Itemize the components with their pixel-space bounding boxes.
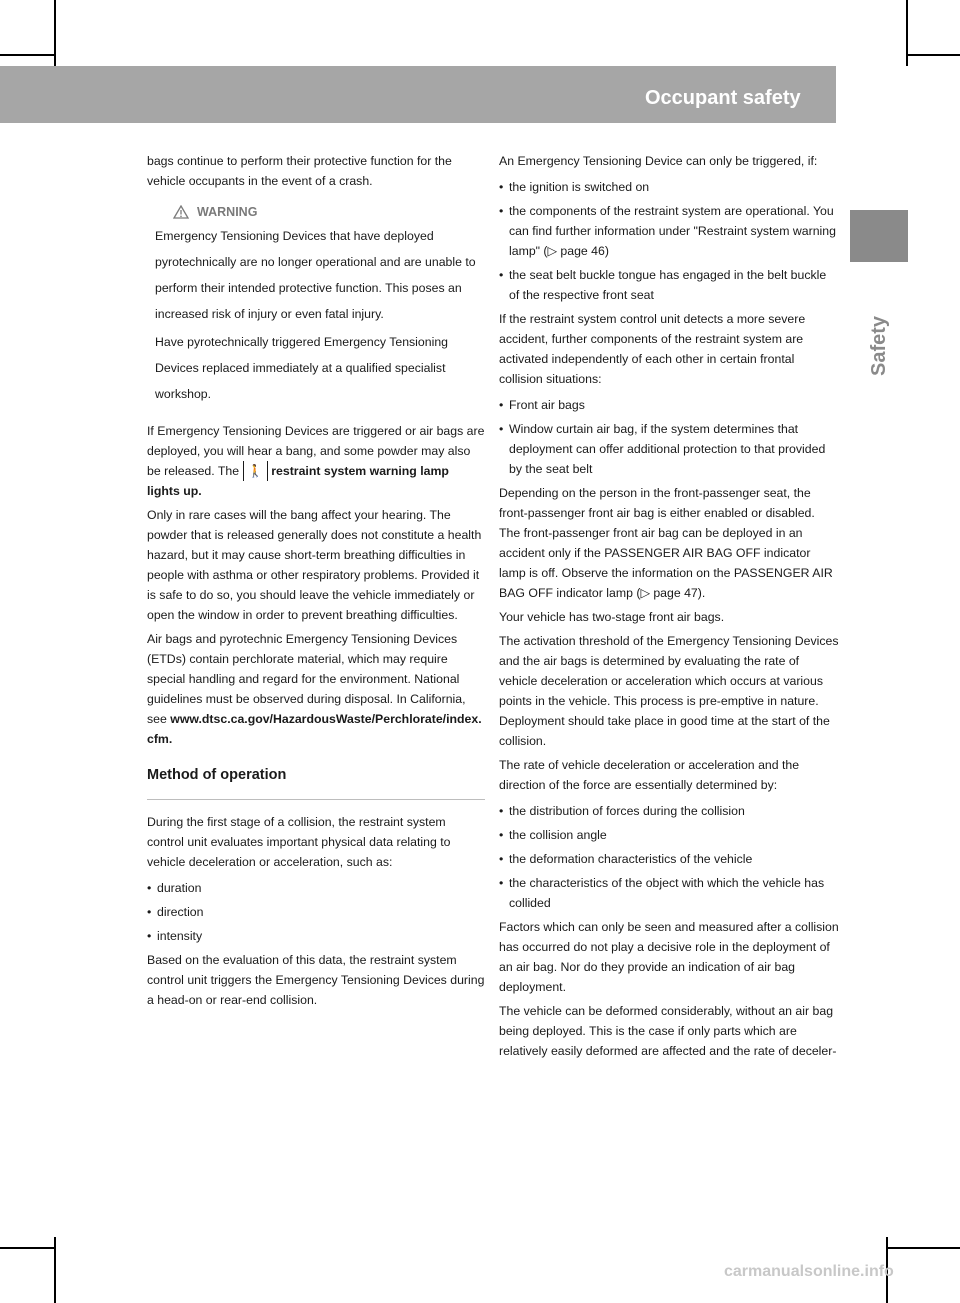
paragraph-text-bold: restraint system warning lamp lights up. [147,464,449,498]
paragraph [147,629,485,749]
warning-box [147,201,485,407]
bullet-list [499,177,839,305]
crop-mark [0,1247,54,1249]
bullet-list [499,395,839,479]
warning-text: Have pyrotechnically triggered Emergency Tensioning Devices replaced immediately at a qualified specialist workshop. [155,335,449,401]
paragraph: bags continue to perform their protective function for the vehicle occupants in the event of a crash. [147,154,452,188]
list-item: • Window curtain air bag, if the system determines that deployment can offer additional protection to that provided by the seat belt [499,419,839,479]
paragraph-text: If Emergency Tensioning Devices are triggered or air bags are deployed, you will hear a bang, and some powder may also be released. The [147,424,485,478]
warning-header [173,201,485,223]
warning-body [155,223,485,407]
crop-mark [906,0,908,66]
paragraph: An Emergency Tensioning Device can only be triggered, if: [499,154,818,168]
page-title: Occupant safety [645,87,801,109]
paragraph: If the restraint system control unit detects a more severe accident, further components of the restraint system are activated independently of each other in certain frontal collision situations: [499,312,806,386]
crop-mark [54,1237,56,1303]
warning-triangle-icon [173,205,189,219]
paragraph: Based on the evaluation of this data, the restraint system control unit triggers the Emergency Tensioning Devices during a head-on or rear-end collision. [147,953,485,1007]
crop-mark [888,1247,960,1249]
paragraph: Only in rare cases will the bang affect your hearing. The powder that is released generally does not constitute a health hazard, but it may cause short-term breathing difficulties in people with asthma or other respiratory problems. Provided it is safe to do so, you should leave the vehicle immediately or open the window in order to prevent breathing difficulties. [147,508,482,622]
crop-mark [54,0,56,66]
section-heading: Method of operation [147,767,287,783]
list-item: • intensity [147,926,485,946]
list-item: • the distribution of forces during the collision [499,801,839,821]
side-tab-label: Safety [868,315,890,376]
bullet-list [499,801,839,913]
paragraph: The activation threshold of the Emergency Tensioning Devices and the air bags is determined by evaluating the rate of vehicle deceleration or acceleration which occurs at various points in the vehicle. This process is pre-emptive in nature. Deployment should take place in good time at the start of the collision. [499,634,839,748]
side-tab-marker [850,210,908,262]
paragraph: During the first stage of a collision, the restraint system control unit evaluates important physical data relating to vehicle deceleration or acceleration, such as: [147,815,451,869]
warning-text: Emergency Tensioning Devices that have deployed pyrotechnically are no longer operational and are unable to perform their intended protective function. This poses an increased risk of injury or even fatal injury. [155,229,476,321]
paragraph-text: Air bags and pyrotechnic Emergency Tensioning Devices (ETDs) contain perchlorate material, which may require special handling and regard for the environment. National guidelines must be observed during disposal. In California, see [147,632,466,726]
list-item: • the ignition is switched on [499,177,839,197]
list-item: • the seat belt buckle tongue has engaged in the belt buckle of the respective front seat [499,265,839,305]
paragraph: Depending on the person in the front-passenger seat, the front-passenger front air bag is either enabled or disabled. The front-passenger front air bag can be deployed in an accident only if the PASSENGER AIR BAG OFF indicator lamp is off. Observe the information on the PASSENGER AIR BAG OFF indicator lamp (▷ page 47). [499,486,833,600]
warning-label: WARNING [197,205,258,219]
bullet-list [147,878,485,946]
paragraph: Factors which can only be seen and measured after a collision has occurred do not play a decisive role in the deployment of an air bag. Nor do they provide an indication of air bag deployment. [499,920,839,994]
section-divider [147,799,485,800]
crop-mark [0,54,54,56]
left-column [147,151,485,1014]
list-item: • direction [147,902,485,922]
watermark: carmanualsonline.info [724,1263,894,1280]
list-item: • the characteristics of the object with which the vehicle has collided [499,873,839,913]
list-item: • the collision angle [499,825,839,845]
paragraph [147,421,485,501]
list-item: • the deformation characteristics of the vehicle [499,849,839,869]
paragraph: Your vehicle has two-stage front air bags. [499,610,725,624]
list-item: • the components of the restraint system are operational. You can find further information under "Restraint system warning lamp" (▷ page 46) [499,201,839,261]
paragraph: The rate of vehicle deceleration or acceleration and the direction of the force are essentially determined by: [499,758,800,792]
right-column [499,151,839,1065]
dtsc-link[interactable]: www.dtsc.ca.gov/HazardousWaste/Perchlorate/index.cfm. [147,712,482,746]
paragraph: The vehicle can be deformed considerably, without an air bag being deployed. This is the case if only parts which are relatively easily deformed are affected and the rate of deceler- [499,1004,837,1058]
page-number: 59 [848,87,871,109]
list-item: • duration [147,878,485,898]
side-tab [846,280,908,376]
crop-mark [908,54,960,56]
list-item: • Front air bags [499,395,839,415]
restraint-system-warning-lamp-icon: 🚶 [243,461,268,481]
